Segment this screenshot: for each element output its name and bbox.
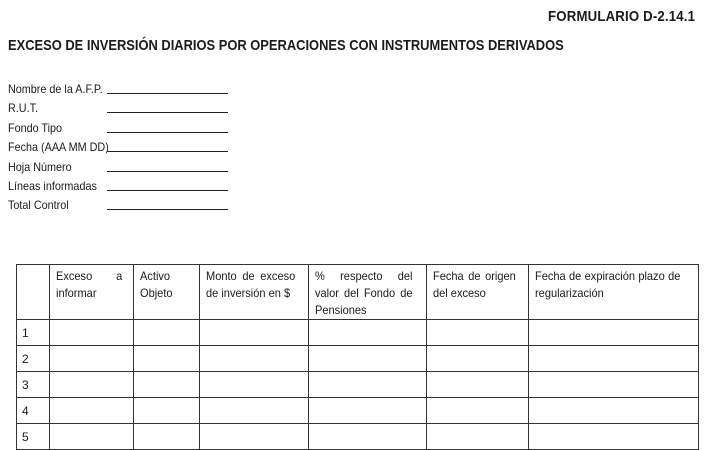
form-code: FORMULARIO D-2.14.1 xyxy=(547,8,695,25)
table-cell[interactable] xyxy=(134,320,200,346)
table-cell[interactable] xyxy=(134,398,200,424)
table-cell[interactable] xyxy=(200,372,309,398)
table-cell[interactable] xyxy=(529,320,699,346)
header-cell-exceso: Exceso a informar xyxy=(50,265,134,320)
table-cell[interactable] xyxy=(309,346,427,372)
table-cell[interactable] xyxy=(200,398,309,424)
row-number: 4 xyxy=(17,398,50,424)
field-blank-line[interactable] xyxy=(107,132,228,133)
table-cell[interactable] xyxy=(50,424,134,450)
table-cell[interactable] xyxy=(200,346,309,372)
table-row xyxy=(17,320,699,346)
field-blank-line[interactable] xyxy=(107,190,228,191)
field-blank-line[interactable] xyxy=(107,151,228,152)
field-label: Hoja Número xyxy=(8,159,72,174)
table-cell[interactable] xyxy=(427,398,529,424)
header-cell-porcentaje: % respecto del valor del Fondo de Pensiones xyxy=(309,265,427,320)
row-number: 5 xyxy=(17,424,50,450)
table-header-row xyxy=(17,265,699,320)
table-row xyxy=(17,398,699,424)
row-number: 3 xyxy=(17,372,50,398)
header-cell-activo-objeto: Activo Objeto xyxy=(134,265,200,320)
header-cell-fecha-origen: Fecha de origen del exceso xyxy=(427,265,529,320)
table-cell[interactable] xyxy=(529,424,699,450)
table-cell[interactable] xyxy=(427,424,529,450)
table-cell[interactable] xyxy=(529,398,699,424)
table-cell[interactable] xyxy=(50,398,134,424)
table-cell[interactable] xyxy=(50,346,134,372)
table-cell[interactable] xyxy=(309,398,427,424)
row-number: 2 xyxy=(17,346,50,372)
header-cell-monto: Monto de exceso de inversión en $ xyxy=(200,265,309,320)
header-cell-index xyxy=(17,265,50,320)
header-cell-fecha-expiracion: Fecha de expiración plazo de regularización xyxy=(529,265,699,320)
table-cell[interactable] xyxy=(200,424,309,450)
table-cell[interactable] xyxy=(50,372,134,398)
table-row xyxy=(17,424,699,450)
field-label: Total Control xyxy=(8,198,69,213)
field-blank-line[interactable] xyxy=(107,209,228,210)
field-blank-line[interactable] xyxy=(107,112,228,113)
table-cell[interactable] xyxy=(134,372,200,398)
table-cell[interactable] xyxy=(529,346,699,372)
field-blank-line[interactable] xyxy=(107,93,228,94)
field-label: Líneas informadas xyxy=(8,178,97,193)
table-cell[interactable] xyxy=(200,320,309,346)
table-cell[interactable] xyxy=(134,346,200,372)
table-cell[interactable] xyxy=(309,424,427,450)
field-label: Nombre de la A.F.P. xyxy=(8,82,103,96)
table-cell[interactable] xyxy=(50,320,134,346)
field-blank-line[interactable] xyxy=(107,171,228,172)
table-cell[interactable] xyxy=(529,372,699,398)
table-cell[interactable] xyxy=(427,320,529,346)
table-cell[interactable] xyxy=(309,320,427,346)
field-label: R.U.T. xyxy=(8,101,39,116)
excess-table xyxy=(16,264,699,450)
table-cell[interactable] xyxy=(134,424,200,450)
table-cell[interactable] xyxy=(427,346,529,372)
field-label: Fecha (AAA MM DD) xyxy=(8,140,109,155)
table-cell[interactable] xyxy=(309,372,427,398)
row-number: 1 xyxy=(17,320,50,346)
table-cell[interactable] xyxy=(427,372,529,398)
table-row xyxy=(17,346,699,372)
document-title: EXCESO DE INVERSIÓN DIARIOS POR OPERACIONES CON INSTRUMENTOS DERIVADOS xyxy=(8,37,564,54)
field-label: Fondo Tipo xyxy=(8,120,63,135)
table-row xyxy=(17,372,699,398)
